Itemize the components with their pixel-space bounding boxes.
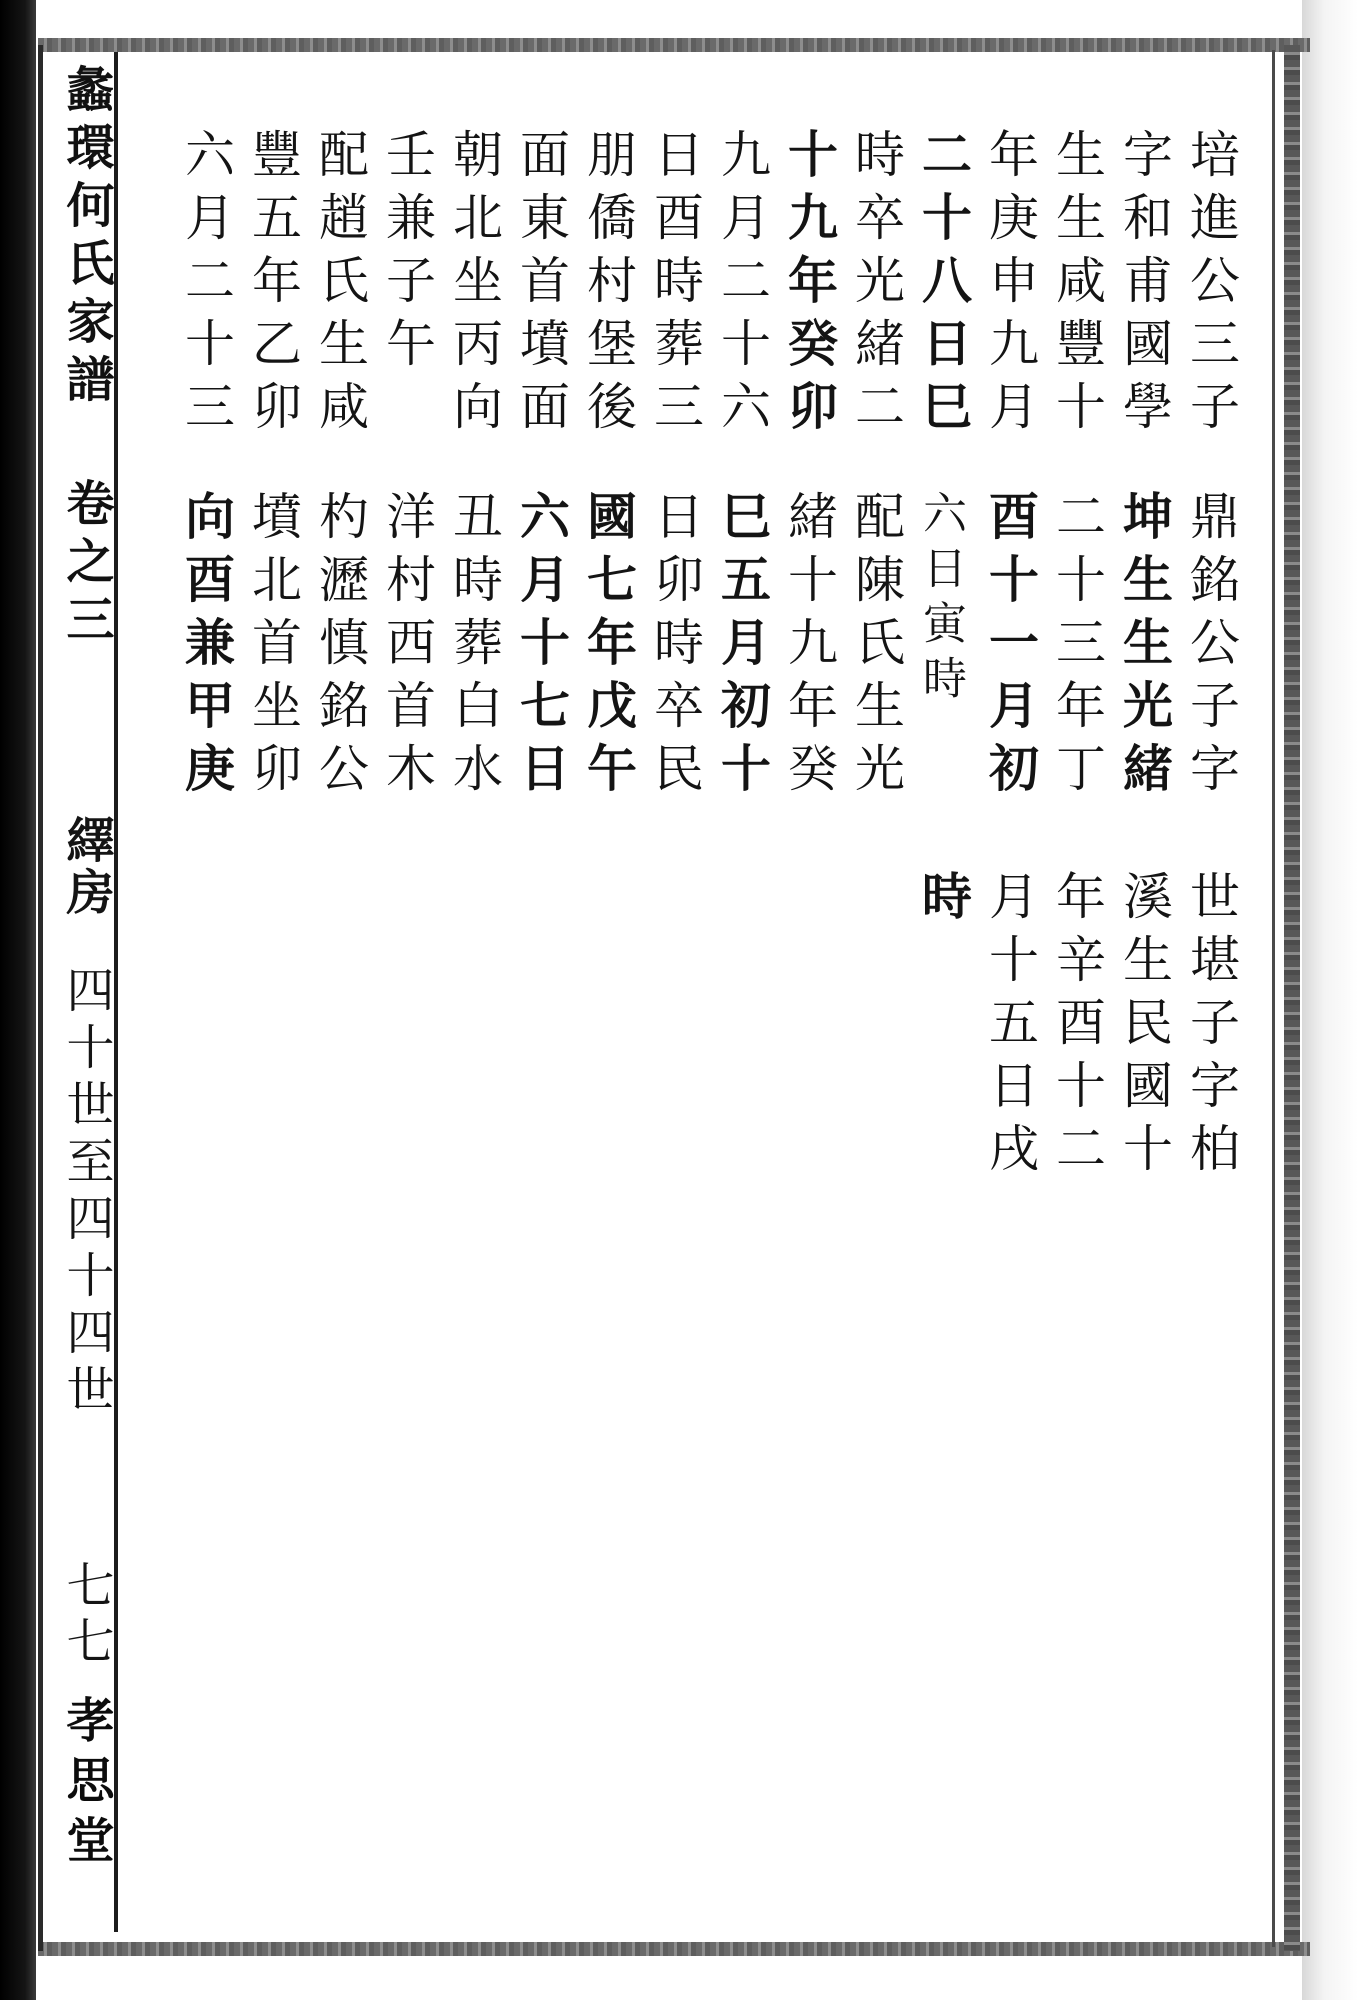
entry-shikan-line-4: 月十五日戌 xyxy=(981,870,1039,1185)
entry-peijin-line-5: 二十八日巳 xyxy=(914,128,973,443)
top-border-rule xyxy=(38,38,1310,52)
entry-dingming-line-3: 二十三年丁 xyxy=(1048,490,1106,805)
entry-peijin-line-9: 日酉時葬三 xyxy=(646,128,704,443)
page-number: 七七 xyxy=(58,1560,114,1672)
entry-peijin-line-15: 豐五年乙卯 xyxy=(244,128,302,443)
right-border-rule xyxy=(1284,45,1300,1951)
entry-dingming-line-6: 配陳氏生光 xyxy=(847,490,905,805)
entry-dingming-line-14: 杓瀝慎銘公 xyxy=(311,490,369,805)
entry-peijin-line-2: 字和甫國學 xyxy=(1115,128,1173,443)
entry-dingming-line-15: 墳北首坐卯 xyxy=(244,490,302,805)
entry-shikan-line-5: 時 xyxy=(914,870,973,933)
book-title: 蠡環何氏家譜 卷之三 xyxy=(58,64,114,652)
hall-name: 孝思堂 xyxy=(58,1695,114,1875)
entry-peijin-line-13: 壬兼子午 xyxy=(378,128,436,380)
entry-peijin-line-1: 培進公三子 xyxy=(1182,128,1240,443)
entry-peijin-line-3: 生生咸豐十 xyxy=(1048,128,1106,443)
book-spine-shadow xyxy=(0,0,36,2000)
entry-dingming-line-4: 酉十一月初 xyxy=(981,490,1040,805)
entry-peijin-line-8: 九月二十六 xyxy=(713,128,771,443)
entry-dingming-line-16: 向酉兼甲庚 xyxy=(177,490,236,805)
entry-dingming-line-2: 坤生生光緒 xyxy=(1115,490,1174,805)
entry-peijin-line-4: 年庚申九月 xyxy=(981,128,1039,443)
entry-peijin-line-12: 朝北坐丙向 xyxy=(445,128,503,443)
entry-peijin-line-11: 面東首墳面 xyxy=(512,128,570,443)
page-edge-shadow xyxy=(1302,0,1358,2000)
branch-name: 繹房 xyxy=(58,815,114,919)
entry-peijin-line-7: 十九年癸卯 xyxy=(780,128,839,443)
generation-range: 四十世至四十四世 xyxy=(58,965,114,1421)
entry-dingming-line-9: 日卯時卒民 xyxy=(646,490,704,805)
left-border-rule xyxy=(38,45,43,1951)
entry-dingming-line-5: 六日寅時 xyxy=(915,490,966,710)
entry-peijin-line-6: 時卒光緒二 xyxy=(847,128,905,443)
entry-dingming-line-12: 丑時葬白水 xyxy=(445,490,503,805)
entry-dingming-line-13: 洋村西首木 xyxy=(378,490,436,805)
entry-dingming-line-7: 緒十九年癸 xyxy=(780,490,838,805)
bottom-border-rule xyxy=(38,1942,1310,1956)
entry-peijin-line-10: 朋僑村堡後 xyxy=(579,128,637,443)
entry-shikan-line-3: 年辛酉十二 xyxy=(1048,870,1106,1185)
entry-shikan-line-1: 世堪子字柏 xyxy=(1182,870,1240,1185)
right-inner-line xyxy=(1272,50,1275,1947)
entry-peijin-line-16: 六月二十三 xyxy=(177,128,235,443)
margin-divider-line xyxy=(114,52,118,1932)
entry-dingming-line-1: 鼎銘公子字 xyxy=(1182,490,1240,805)
entry-dingming-line-11: 六月十七日 xyxy=(512,490,571,805)
entry-shikan-line-2: 溪生民國十 xyxy=(1115,870,1173,1185)
entry-dingming-line-10: 國七年戊午 xyxy=(579,490,638,805)
entry-dingming-line-8: 巳五月初十 xyxy=(713,490,772,805)
entry-peijin-line-14: 配趙氏生咸 xyxy=(311,128,369,443)
